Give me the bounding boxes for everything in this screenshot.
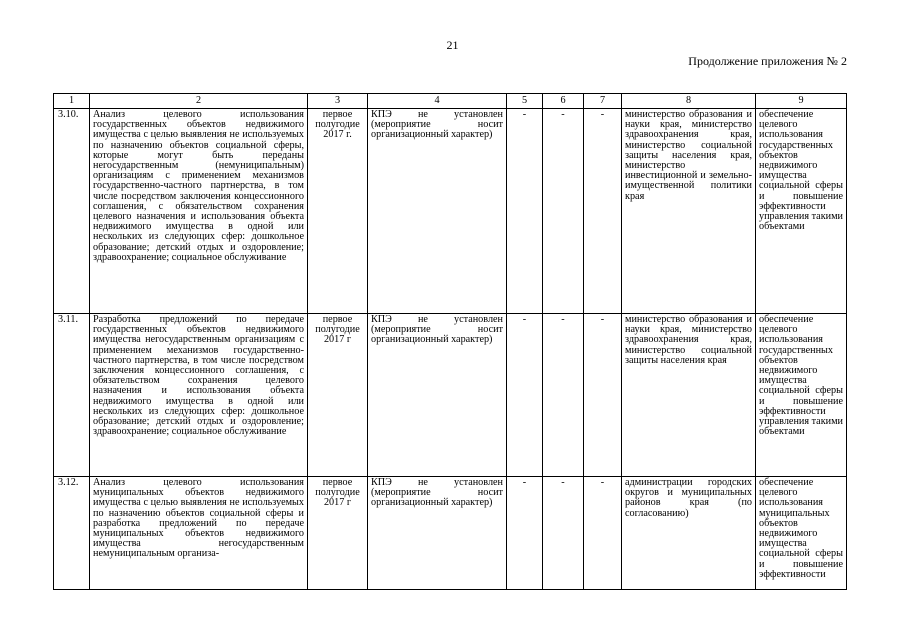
item-number: 3.10. xyxy=(54,109,90,314)
column-6-value: - xyxy=(543,477,584,590)
kpe-cell: КПЭ не установлен (мероприятие носит организационный характер) xyxy=(368,477,507,590)
column-header: 1 xyxy=(54,94,90,109)
expected-result: обеспечение целевого использования государственных объектов недвижимого имущества социальной сферы и повышение эффективности управления такими объектами xyxy=(756,314,847,477)
table-row xyxy=(54,477,847,590)
measure-description: Анализ целевого использования государственных объектов недвижимого имущества с целью выявления не используемых по назначению объектов социальной сферы, которые могут быть переданы негосударственным (немуниципальным) организациям с применением механизмов государственно-частного партнерства, в том числе посредством заключения концессионного соглашения, с обязательством сохранения целевого назначения и использования объекта недвижимого имущества в одной или нескольких из следующих сфер: дошкольное образование; детский отдых и оздоровление; здравоохранение; социальное обслуживание xyxy=(90,109,308,314)
column-header: 3 xyxy=(308,94,368,109)
column-5-value: - xyxy=(507,477,543,590)
column-header: 4 xyxy=(368,94,507,109)
kpe-cell: КПЭ не установлен (мероприятие носит организационный характер) xyxy=(368,109,507,314)
column-number-row xyxy=(54,94,847,109)
expected-result: обеспечение целевого использования муниципальных объектов недвижимого имущества социальной сферы и повышение эффективности xyxy=(756,477,847,590)
column-header: 2 xyxy=(90,94,308,109)
responsible-executors: министерство образования и науки края, министерство здравоохранения края, министерство социальной защиты населения края, министерство инвестиционной и земельно-имущественной политики края xyxy=(622,109,756,314)
column-5-value: - xyxy=(507,109,543,314)
item-number: 3.12. xyxy=(54,477,90,590)
deadline: первое полугодие 2017 г. xyxy=(308,109,368,314)
item-number: 3.11. xyxy=(54,314,90,477)
measure-description: Разработка предложений по передаче государственных объектов недвижимого имущества негосударственным организациям с применением механизмов государственно-частного партнерства, в том числе посредством заключения концессионного соглашения, с обязательством сохранения целевого назначения и использования объекта недвижимого имущества в одной или нескольких из следующих сфер: дошкольное образование; детский отдых и оздоровление; здравоохранение; социальное обслуживание xyxy=(90,314,308,477)
expected-result: обеспечение целевого использования государственных объектов недвижимого имущества социальной сферы и повышение эффективности управления такими объектами xyxy=(756,109,847,314)
page-number: 21 xyxy=(446,38,459,52)
column-5-value: - xyxy=(507,314,543,477)
column-header: 8 xyxy=(622,94,756,109)
column-6-value: - xyxy=(543,314,584,477)
column-header: 9 xyxy=(756,94,847,109)
deadline: первое полугодие 2017 г xyxy=(308,477,368,590)
kpe-cell: КПЭ не установлен (мероприятие носит организационный характер) xyxy=(368,314,507,477)
responsible-executors: администрации городских округов и муниципальных районов края (по согласованию) xyxy=(622,477,756,590)
column-7-value: - xyxy=(584,477,622,590)
column-header: 7 xyxy=(584,94,622,109)
column-6-value: - xyxy=(543,109,584,314)
deadline: первое полугодие 2017 г xyxy=(308,314,368,477)
measure-description: Анализ целевого использования муниципальных объектов недвижимого имущества с целью выявления не используемых по назначению объектов социальной сферы и разработка предложений по передаче муниципальных объектов недвижимого имущества негосударственным немуниципальным организа- xyxy=(90,477,308,590)
responsible-executors: министерство образования и науки края, министерство здравоохранения края, министерство социальной защиты населения края xyxy=(622,314,756,477)
measures-table xyxy=(53,93,847,590)
column-header: 5 xyxy=(507,94,543,109)
column-header: 6 xyxy=(543,94,584,109)
appendix-continuation-note: Продолжение приложения № 2 xyxy=(688,54,847,68)
column-7-value: - xyxy=(584,314,622,477)
table-row xyxy=(54,314,847,477)
table-row xyxy=(54,109,847,314)
column-7-value: - xyxy=(584,109,622,314)
